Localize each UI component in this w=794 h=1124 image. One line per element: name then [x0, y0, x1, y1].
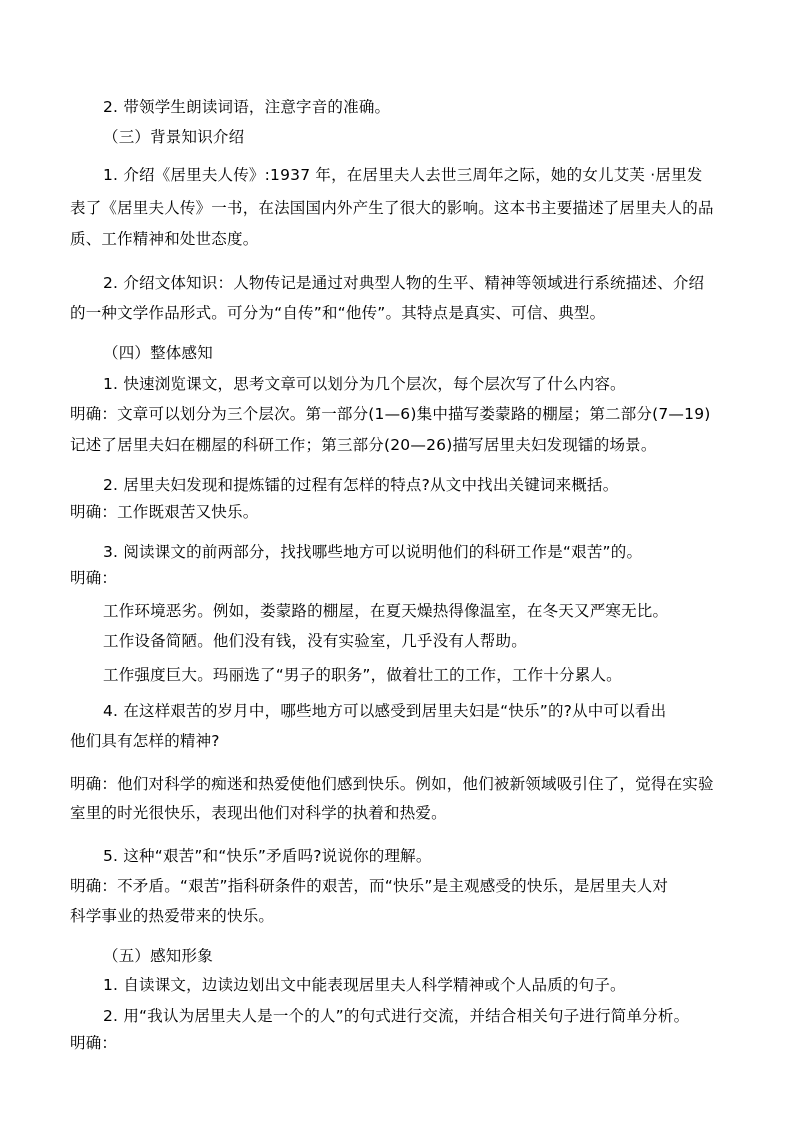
text-line: 明确：不矛盾。“艰苦”指科研条件的艰苦，而“快乐”是主观感受的快乐，是居里夫人对 [70, 877, 669, 895]
text-line: 工作强度巨大。玛丽选了“男子的职务”，做着壮工的工作，工作十分累人。 [103, 666, 622, 684]
section-heading: （五）感知形象 [103, 947, 213, 965]
text-line: 记述了居里夫妇在棚屋的科研工作；第三部分(20—26)描写居里夫妇发现镭的场景。 [70, 436, 657, 454]
text-line: 明确：他们对科学的痴迷和热爱使他们感到快乐。例如，他们被新领域吸引住了，觉得在实验 [70, 775, 714, 793]
text-line: 表了《居里夫人传》一书，在法国国内外产生了很大的影响。这本书主要描述了居里夫人的品 [70, 199, 714, 217]
text-line: 室里的时光很快乐，表现出他们对科学的执着和热爱。 [70, 804, 447, 822]
text-line: 的一种文学作品形式。可分为“自传”和“他传”。其特点是真实、可信、典型。 [70, 304, 606, 322]
text-line: 2. 用“我认为居里夫人是一个的人”的句式进行交流，并结合相关句子进行简单分析。 [103, 1007, 690, 1025]
text-line: 科学事业的热爱带来的快乐。 [70, 907, 275, 925]
text-line: 1. 快速浏览课文，思考文章可以划分为几个层次，每个层次写了什么内容。 [103, 375, 626, 393]
text-line: 明确： [70, 1034, 118, 1052]
text-line: 1. 自读课文，边读边划出文中能表现居里夫人科学精神或个人品质的句子。 [103, 976, 626, 994]
text-line: 工作设备简陋。他们没有钱，没有实验室，几乎没有人帮助。 [103, 632, 527, 650]
text-line: 工作环境恶劣。例如，娄蒙路的棚屋，在夏天燥热得像温室，在冬天又严寒无比。 [103, 602, 669, 620]
text-line: 明确： [70, 569, 118, 587]
text-line: 4. 在这样艰苦的岁月中，哪些地方可以感受到居里夫妇是“快乐”的?从中可以看出 [103, 702, 667, 720]
text-line: 1. 介绍《居里夫人传》:1937 年，在居里夫人去世三周年之际，她的女儿艾芙 ·居里发 [103, 166, 703, 184]
text-line: 明确：工作既艰苦又快乐。 [70, 503, 259, 521]
text-line: 3. 阅读课文的前两部分，找找哪些地方可以说明他们的科研工作是“艰苦”的。 [103, 543, 643, 561]
text-line: 质、工作精神和处世态度。 [70, 230, 259, 248]
section-heading: （三）背景知识介绍 [103, 128, 245, 146]
section-heading: （四）整体感知 [103, 344, 213, 362]
text-line: 他们具有怎样的精神? [70, 732, 220, 750]
text-line: 5. 这种“艰苦”和“快乐”矛盾吗?说说你的理解。 [103, 847, 432, 865]
text-line: 2. 带领学生朗读词语，注意字音的准确。 [103, 98, 391, 116]
text-line: 2. 居里夫妇发现和提炼镭的过程有怎样的特点?从文中找出关键词来概括。 [103, 476, 619, 494]
text-line: 明确：文章可以划分为三个层次。第一部分(1—6)集中描写娄蒙路的棚屋；第二部分(7—19) [70, 405, 711, 423]
text-line: 2. 介绍文体知识：人物传记是通过对典型人物的生平、精神等领域进行系统描述、介绍 [103, 274, 705, 292]
